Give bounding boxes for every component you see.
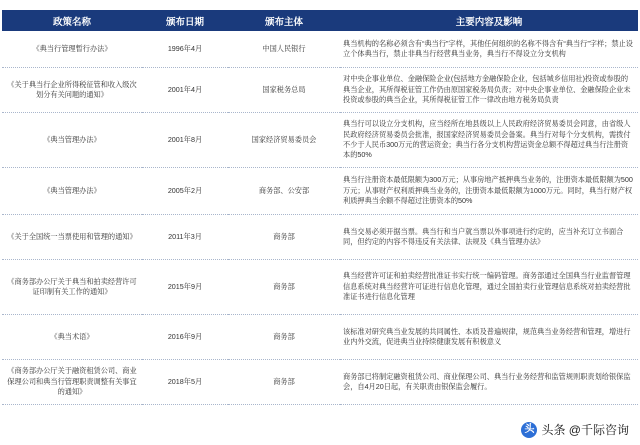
table-row: [2, 168, 638, 215]
cell-issuer: 国家经济贸易委员会: [228, 113, 340, 168]
watermark-text: 头条 @千际咨询: [541, 423, 629, 437]
table-row: [2, 68, 638, 113]
cell-issuer: 国家税务总局: [228, 68, 340, 113]
cell-content: 典当行可以设立分支机构，应当经所在地县级以上人民政府经济贸易委员会同意，由省级人民政府经济贸易委员会批准，报国家经济贸易委员会备案。典当行对每个分支机构，需拨付不少于人民币300万元的营运资金；典当行各分支机构营运资金总额不得超过典当行注册资本的50%: [340, 113, 638, 168]
cell-policy-name: 《商务部办公厅关于典当和拍卖经营许可证印制有关工作的通知》: [2, 260, 142, 315]
cell-issue-date: 2005年2月: [142, 168, 228, 215]
cell-issue-date: 2001年8月: [142, 113, 228, 168]
header-issuer: 颁布主体: [228, 10, 340, 31]
cell-content: 对中央企事业单位、金融保险企业(包括地方金融保险企业，包括城乡信用社)投资或参股的典当企业，其所得税征管工作仍由原国家税务局负责；对中央企事业单位、金融保险企业未投资或参股的典当企业，其所得税征管工作一律改由地方税务局负责: [340, 68, 638, 113]
cell-content: 典当行注册资本最低限额为300万元；从事房地产抵押典当业务的，注册资本最低限额为500万元；从事财产权利质押典当业务的，注册资本最低限额为1000万元。同时，典当行财产权利质押典当余额不得超过注册资本的50%: [340, 168, 638, 215]
header-content: 主要内容及影响: [340, 10, 638, 31]
cell-policy-name: 《典当管理办法》: [2, 113, 142, 168]
cell-content: 典当机构的名称必须含有“典当行”字样，其他任何组织的名称不得含有“典当行”字样；禁止设立个体典当行，禁止非典当行经营典当业务，典当行不得设立分支机构: [340, 31, 638, 68]
table-row: [2, 31, 638, 68]
table-row: [2, 360, 638, 405]
cell-content: 商务部已将制定融资租赁公司、商业保理公司、典当行业务经营和监管规则职责划给银保监会，自4月20日起，有关职责由银保监会履行。: [340, 360, 638, 405]
table-row: [2, 315, 638, 360]
table-row: [2, 215, 638, 260]
cell-issue-date: 2015年9月: [142, 260, 228, 315]
policy-table: [2, 10, 638, 405]
cell-issue-date: 2018年5月: [142, 360, 228, 405]
cell-issuer: 商务部: [228, 260, 340, 315]
cell-issue-date: 2001年4月: [142, 68, 228, 113]
table-header-row: [2, 10, 638, 31]
cell-issue-date: 2011年3月: [142, 215, 228, 260]
cell-issue-date: 2016年9月: [142, 315, 228, 360]
header-policy-name: 政策名称: [2, 10, 142, 31]
cell-content: 该标准对研究典当业发展的共同属性、本质及普遍规律，规范典当业务经营和管理，增进行业内外交流，促进典当业持续健康发展有积极意义: [340, 315, 638, 360]
toutiao-logo-icon: 头: [521, 422, 537, 438]
cell-policy-name: 《典当管理办法》: [2, 168, 142, 215]
cell-policy-name: 《关于典当行企业所得税征管和收入级次划分有关问题的通知》: [2, 68, 142, 113]
cell-policy-name: 《关于全国统一当票使用和管理的通知》: [2, 215, 142, 260]
cell-policy-name: 《典当行管理暂行办法》: [2, 31, 142, 68]
cell-issuer: 商务部: [228, 360, 340, 405]
table-row: [2, 113, 638, 168]
cell-issuer: 中国人民银行: [228, 31, 340, 68]
table-row: [2, 260, 638, 315]
cell-issuer: 商务部: [228, 215, 340, 260]
cell-issuer: 商务部: [228, 315, 340, 360]
watermark: [518, 420, 632, 439]
cell-policy-name: 《商务部办公厅关于融资租赁公司、商业保理公司和典当行管理职责调整有关事宜的通知》: [2, 360, 142, 405]
cell-policy-name: 《典当术语》: [2, 315, 142, 360]
cell-issue-date: 1996年4月: [142, 31, 228, 68]
cell-issuer: 商务部、公安部: [228, 168, 340, 215]
header-issue-date: 颁布日期: [142, 10, 228, 31]
cell-content: 典当经营许可证和拍卖经营批准证书实行统一编码管理。商务部通过全国典当行业监督管理信息系统对典当经营许可证进行信息化管理，通过全国拍卖行业管理信息系统对拍卖经营批准证书进行信息化管理: [340, 260, 638, 315]
cell-content: 典当交易必须开据当票。典当行和当户就当票以外事项进行约定的，应当补充订立书面合同，但约定的内容不得违反有关法律、法规及《典当管理办法》: [340, 215, 638, 260]
